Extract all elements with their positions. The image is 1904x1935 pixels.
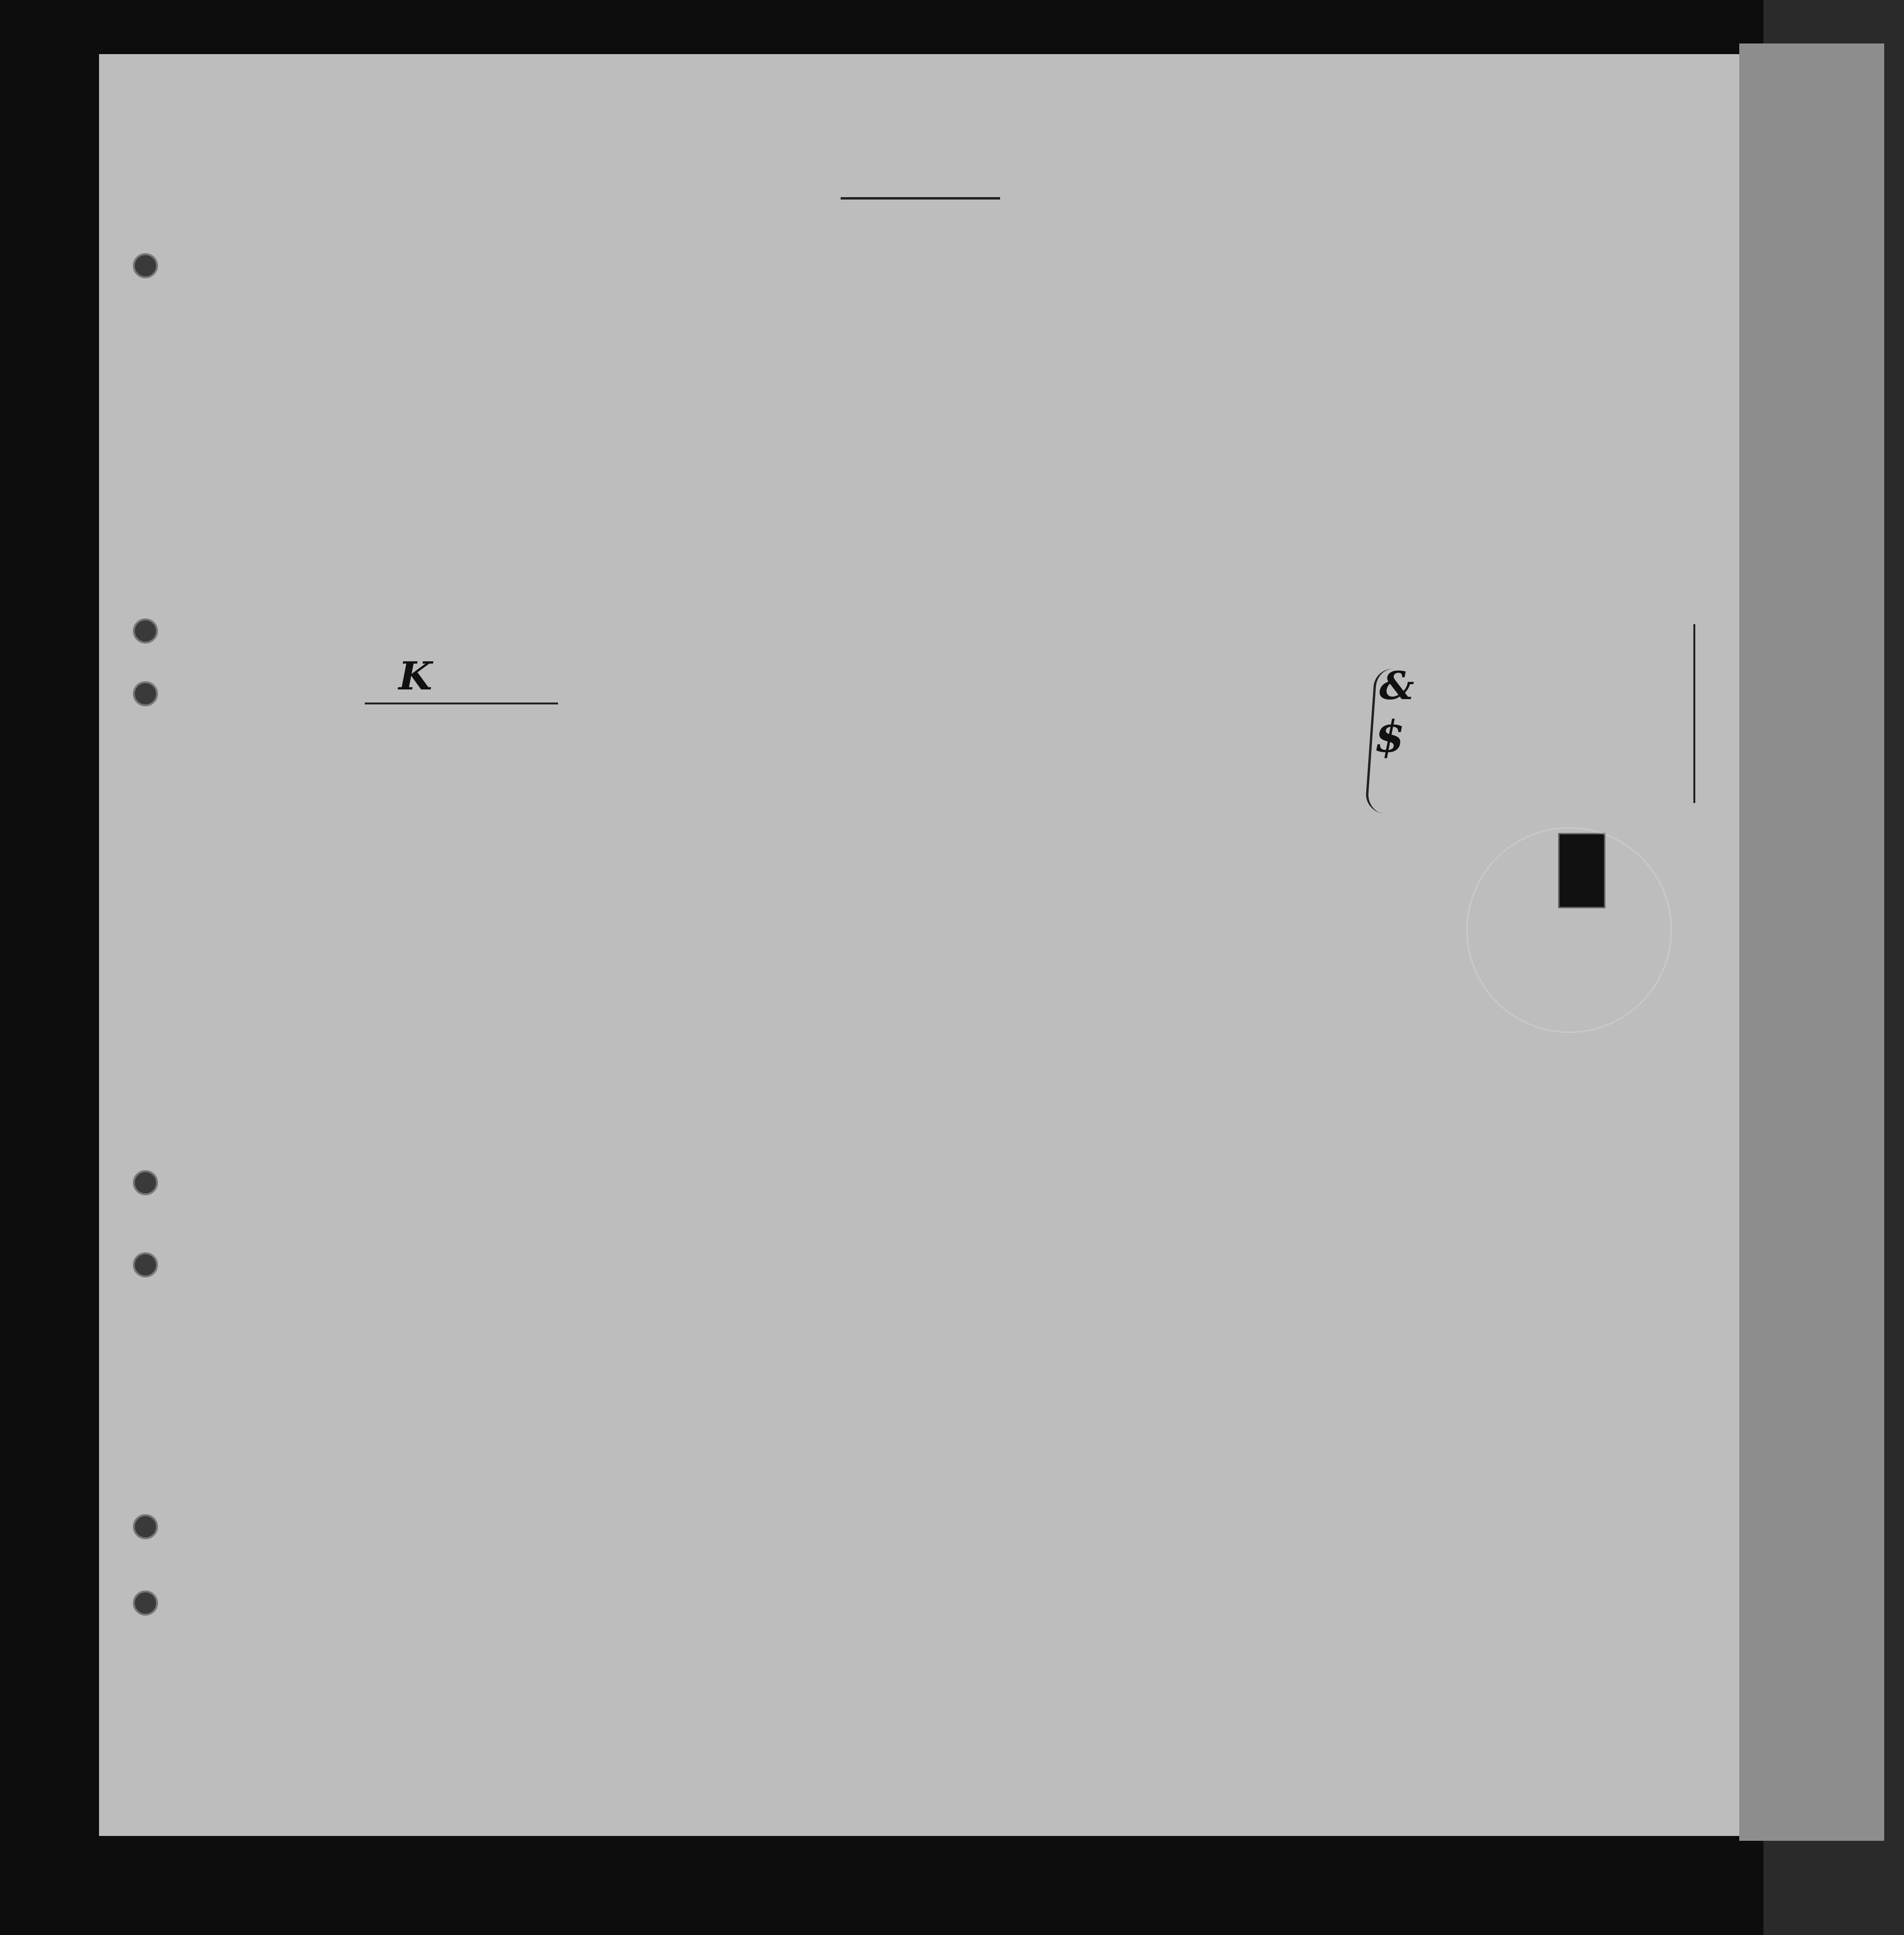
stamp-border-left: [1365, 668, 1455, 818]
underlying-page: [1739, 43, 1884, 1841]
consul-initial-mark: $: [1374, 711, 1405, 762]
master-signature: K: [399, 653, 432, 699]
consul-paraph: &: [1379, 663, 1415, 708]
manifest-sheet: [99, 54, 1739, 1836]
master-signature-line: [365, 702, 558, 704]
stamp-border-right: [1693, 624, 1695, 803]
embossed-seal: [1466, 827, 1672, 1033]
